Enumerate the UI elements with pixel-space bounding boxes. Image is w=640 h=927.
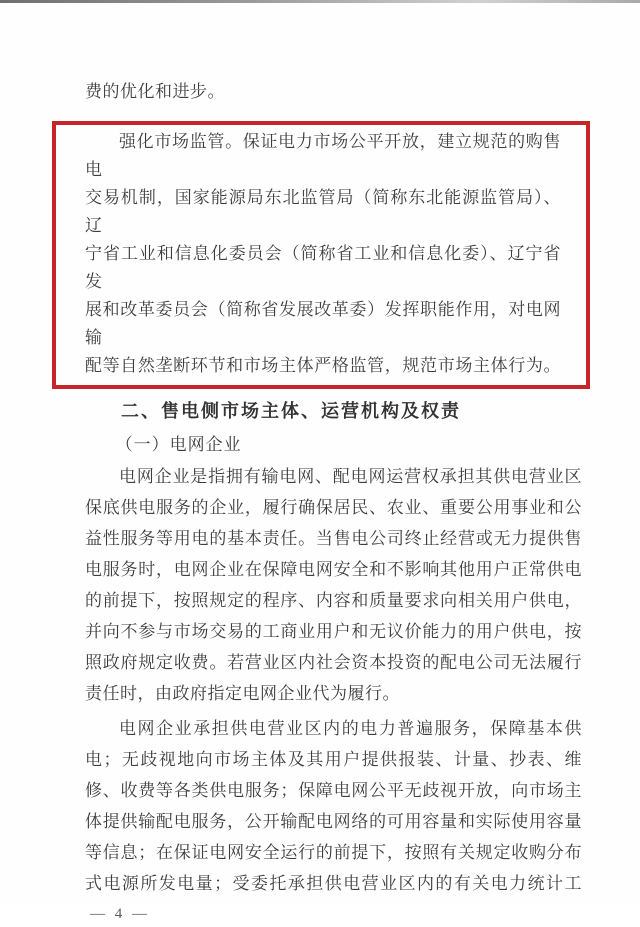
- paragraph-grid-company-1: [85, 461, 582, 709]
- text-line: 费的优化和进步。: [85, 82, 225, 101]
- text-line: 修、收费等各类供电服务；保障电网公平无歧视开放，向市场主: [85, 781, 582, 800]
- text-line: 式电源所发电量；受委托承担供电营业区内的有关电力统计工: [85, 874, 582, 893]
- highlight-box: [52, 121, 590, 389]
- text-line: 电网企业是指拥有输电网、配电网运营权承担其供电营业区: [119, 467, 582, 486]
- text-line: 责任时，由政府指定电网企业代为履行。: [85, 684, 400, 703]
- text-line: 宁省工业和信息化委员会（简称省工业和信息化委）、辽宁省发: [85, 244, 561, 291]
- text-line: 电服务时，电网企业在保障电网安全和不影响其他用户正常供电: [85, 560, 582, 579]
- text-line: 配等自然垄断环节和市场主体严格监管，规范市场主体行为。: [85, 356, 561, 375]
- text-line: 并向不参与市场交易的工商业用户和无议价能力的用户供电，按: [85, 622, 582, 641]
- text-line: 等信息；在保证电网安全运行的前提下，按照有关规定收购分布: [85, 843, 582, 862]
- text-line: 交易机制，国家能源局东北监管局（简称东北能源监管局）、辽: [85, 188, 561, 235]
- text-line: 的前提下，按照规定的程序、内容和质量要求向相关用户供电，: [85, 591, 582, 610]
- text-line: 强化市场监管。保证电力市场公平开放，建立规范的购售电: [85, 132, 561, 179]
- text-line: 电；无歧视地向市场主体及其用户提供报装、计量、抄表、维: [85, 750, 582, 769]
- text-line: 照政府规定收费。若营业区内社会资本投资的配电公司无法履行: [85, 653, 582, 672]
- paragraph-highlighted: [85, 128, 561, 380]
- section-heading: 二、售电侧市场主体、运营机构及权责: [121, 401, 461, 421]
- text-line: 保底供电服务的企业，履行确保居民、农业、重要公用事业和公: [85, 498, 582, 517]
- paragraph-intro-tail: [85, 76, 582, 107]
- page-number: — 4 —: [90, 906, 150, 922]
- text-line: 体提供输配电服务，公开输配电网络的可用容量和实际使用容量: [85, 812, 582, 831]
- paragraph-grid-company-2: [85, 713, 582, 899]
- text-line: 电网企业承担供电营业区内的电力普遍服务，保障基本供: [119, 719, 582, 738]
- text-line: 展和改革委员会（简称省发展改革委）发挥职能作用，对电网输: [85, 300, 561, 347]
- subsection-heading: （一）电网企业: [115, 435, 242, 454]
- text-line: 益性服务等用电的基本责任。当售电公司终止经营或无力提供售: [85, 529, 582, 548]
